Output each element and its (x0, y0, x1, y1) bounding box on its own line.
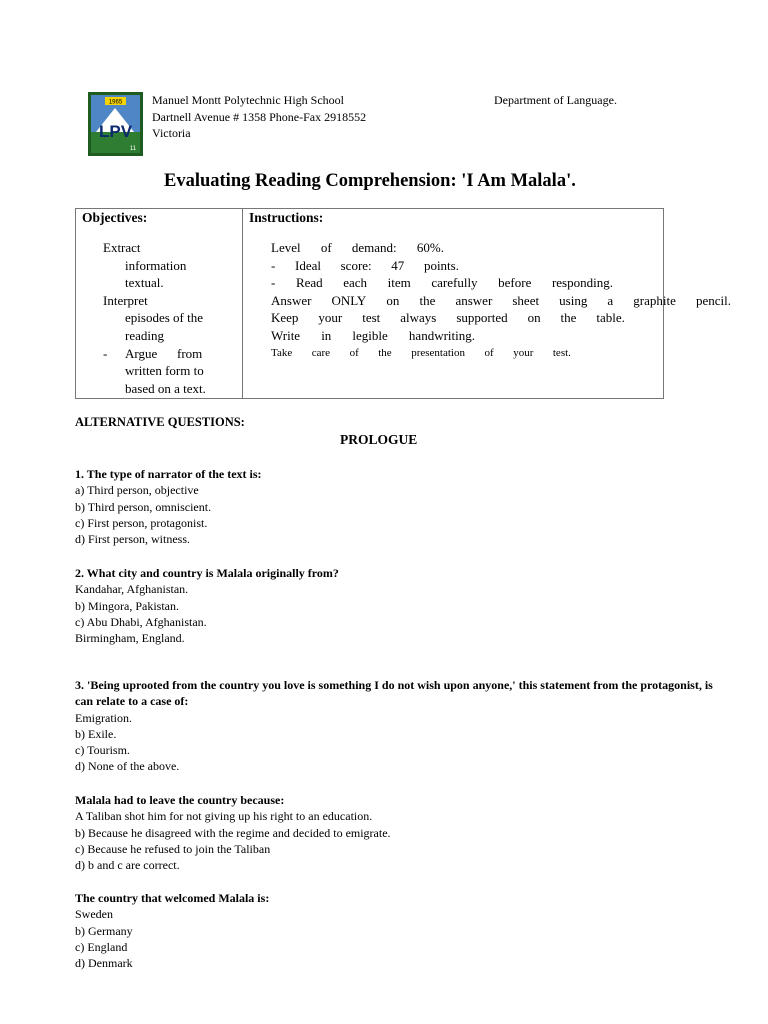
objective-line: based on a text. (125, 380, 206, 396)
answer-option: A Taliban shot him for not giving up his right to an education. (75, 809, 373, 824)
answer-option: a) Third person, objective (75, 483, 199, 498)
question-block (75, 890, 269, 971)
instruction-line-2: - Ideal score: 47 points. (271, 257, 459, 273)
instruction-line-4: Answer ONLY on the answer sheet using a graphite pencil. (271, 292, 731, 308)
question-text: The country that welcomed Malala is: (75, 891, 270, 905)
answer-option: Birmingham, England. (75, 631, 185, 646)
objectives-instructions-table (75, 208, 731, 399)
instructions-list (271, 239, 731, 362)
instruction-line-6: Write in legible handwriting. (271, 327, 475, 343)
instruction-line-5: Keep your test always supported on the table. (271, 310, 625, 326)
answer-option: c) Abu Dhabi, Afghanistan. (75, 614, 207, 629)
instruction-line-1: Level of demand: 60%. (271, 240, 444, 255)
question-text: 2. What city and country is Malala originally from? (75, 566, 339, 580)
department-label: Department of Language. (494, 93, 617, 107)
question-block (75, 677, 768, 775)
instruction-line-7: Take care of the presentation of your test. (271, 346, 571, 359)
question-block (75, 792, 391, 873)
answer-option: c) First person, protagonist. (75, 515, 208, 530)
question-block (75, 565, 339, 646)
objective-line: Interpret (103, 292, 148, 308)
question-text: 1. The type of narrator of the text is: (75, 467, 262, 481)
svg-text:LPV: LPV (98, 122, 133, 141)
answer-option: d) None of the above. (75, 759, 180, 774)
answer-option: Sweden (75, 907, 113, 922)
answer-option: c) Tourism. (75, 743, 130, 758)
school-address: Dartnell Avenue # 1358 Phone-Fax 2918552 (152, 109, 367, 124)
svg-text:1965: 1965 (108, 99, 123, 106)
objective-dash: - (103, 345, 108, 361)
svg-text:11: 11 (129, 146, 137, 152)
school-logo (88, 92, 143, 156)
objective-line: textual. (125, 275, 164, 291)
school-city: Victoria (152, 126, 191, 140)
answer-option: Kandahar, Afghanistan. (75, 582, 189, 597)
answer-option: d) Denmark (75, 956, 133, 971)
answer-option: c) Because he refused to join the Taliban (75, 841, 271, 856)
question-text-continued: can relate to a case of: (75, 694, 189, 709)
objective-word: Argue (125, 345, 158, 361)
answer-option: b) Germany (75, 923, 133, 938)
answer-option: d) First person, witness. (75, 532, 190, 547)
instruction-line-3: - Read each item carefully before responding. (271, 275, 613, 291)
table-divider (242, 209, 243, 398)
answer-option: b) Third person, omniscient. (75, 499, 212, 514)
objectives-list (103, 239, 239, 397)
school-name: Manuel Montt Polytechnic High School (152, 93, 344, 107)
answer-option: b) Mingora, Pakistan. (75, 598, 179, 613)
page-title: Evaluating Reading Comprehension: 'I Am Malala'. (164, 171, 576, 191)
objective-line: information (125, 257, 187, 273)
answer-option: Emigration. (75, 710, 132, 725)
question-text: 3. 'Being uprooted from the country you love is something I do not wish upon anyone,' this statement from the protagonist, is (75, 678, 713, 692)
answer-option: b) Because he disagreed with the regime and decided to emigrate. (75, 825, 391, 840)
answer-option: b) Exile. (75, 726, 117, 741)
question-block (75, 466, 262, 547)
objective-line: episodes of the (125, 310, 203, 326)
section-heading: ALTERNATIVE QUESTIONS: (75, 415, 245, 429)
objective-line: written form to (125, 363, 204, 379)
school-info (152, 92, 366, 142)
objective-line: Extract (103, 240, 141, 255)
objectives-header: Objectives: (82, 210, 148, 225)
answer-option: d) b and c are correct. (75, 858, 180, 873)
objective-word: from (177, 345, 203, 361)
question-text: Malala had to leave the country because: (75, 793, 285, 807)
prologue-heading: PROLOGUE (340, 432, 418, 447)
objective-line: reading (125, 327, 164, 343)
instructions-header: Instructions: (249, 210, 324, 225)
answer-option: c) England (75, 939, 128, 954)
